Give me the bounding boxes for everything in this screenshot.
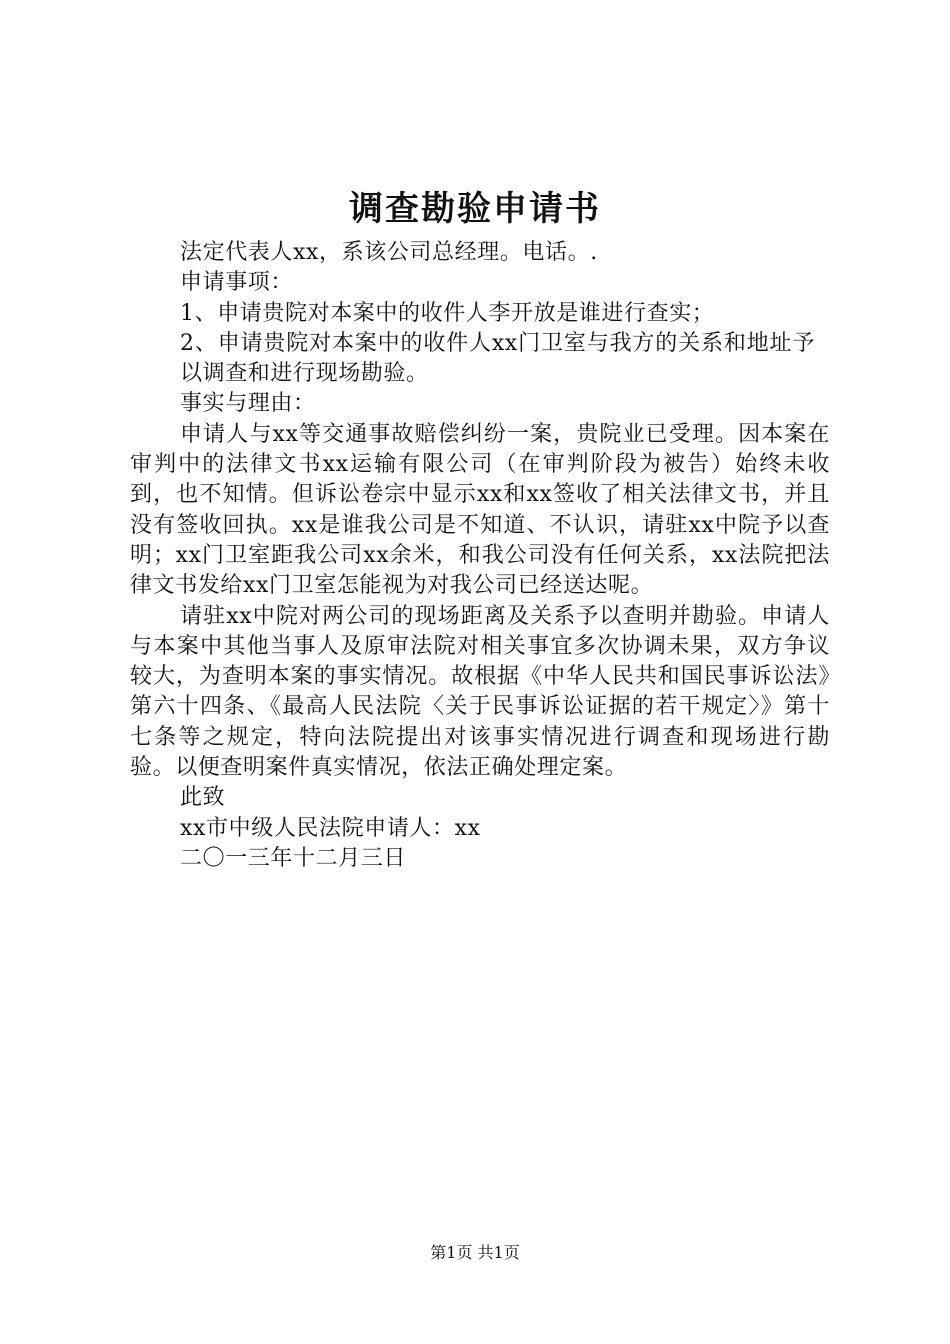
representative-line: 法定代表人xx，系该公司总经理。电话。. [180,240,598,265]
document-body [130,238,830,874]
document-title: 调查勘验申请书 [349,189,601,229]
request-item-1: 1、申请贵院对本案中的收件人李开放是谁进行查实； [180,300,715,326]
facts-paragraph-2: 请驻xx中院对两公司的现场距离及关系予以查明并勘验。申请人与本案中其他当事人及原审法院对相关事宜多次协调未果，双方争议较大，为查明本案的事实情况。故根据《中华人民共和国民事诉讼法》第六十四条、《最高人民法院〈关于民事诉讼证据的若干规定〉》第十七条等之规定，特向法院提出对该事实情况进行调查和现场进行勘验。以便查明案件真实情况，依法正确处理定案。 [130,603,830,781]
closing-salutation: 此致 [180,785,226,811]
facts-reasons-heading: 事实与理由： [180,391,316,417]
request-item-2: 2、申请贵院对本案中的收件人xx门卫室与我方的关系和地址予以调查和进行现场勘验。 [180,330,815,387]
document-date: 二〇一三年十二月三日 [180,845,407,871]
facts-paragraph-1: 申请人与xx等交通事故赔偿纠纷一案，贵院业已受理。因本案在审判中的法律文书xx运输有限公司（在审判阶段为被告）始终未收到，也不知情。但诉讼卷宗中显示xx和xx签收了相关法律文书，并且没有签收回执。xx是谁我公司是不知道、不认识，请驻xx中院予以查明；xx门卫室距我公司xx余米，和我公司没有任何关系，xx法院把法律文书发给xx门卫室怎能视为对我公司已经送达呢。 [130,421,830,599]
court-and-applicant: xx市中级人民法院申请人：xx [180,815,481,841]
request-items-heading: 申请事项： [180,270,294,296]
page-number-footer: 第1页 共1页 [430,1243,520,1262]
